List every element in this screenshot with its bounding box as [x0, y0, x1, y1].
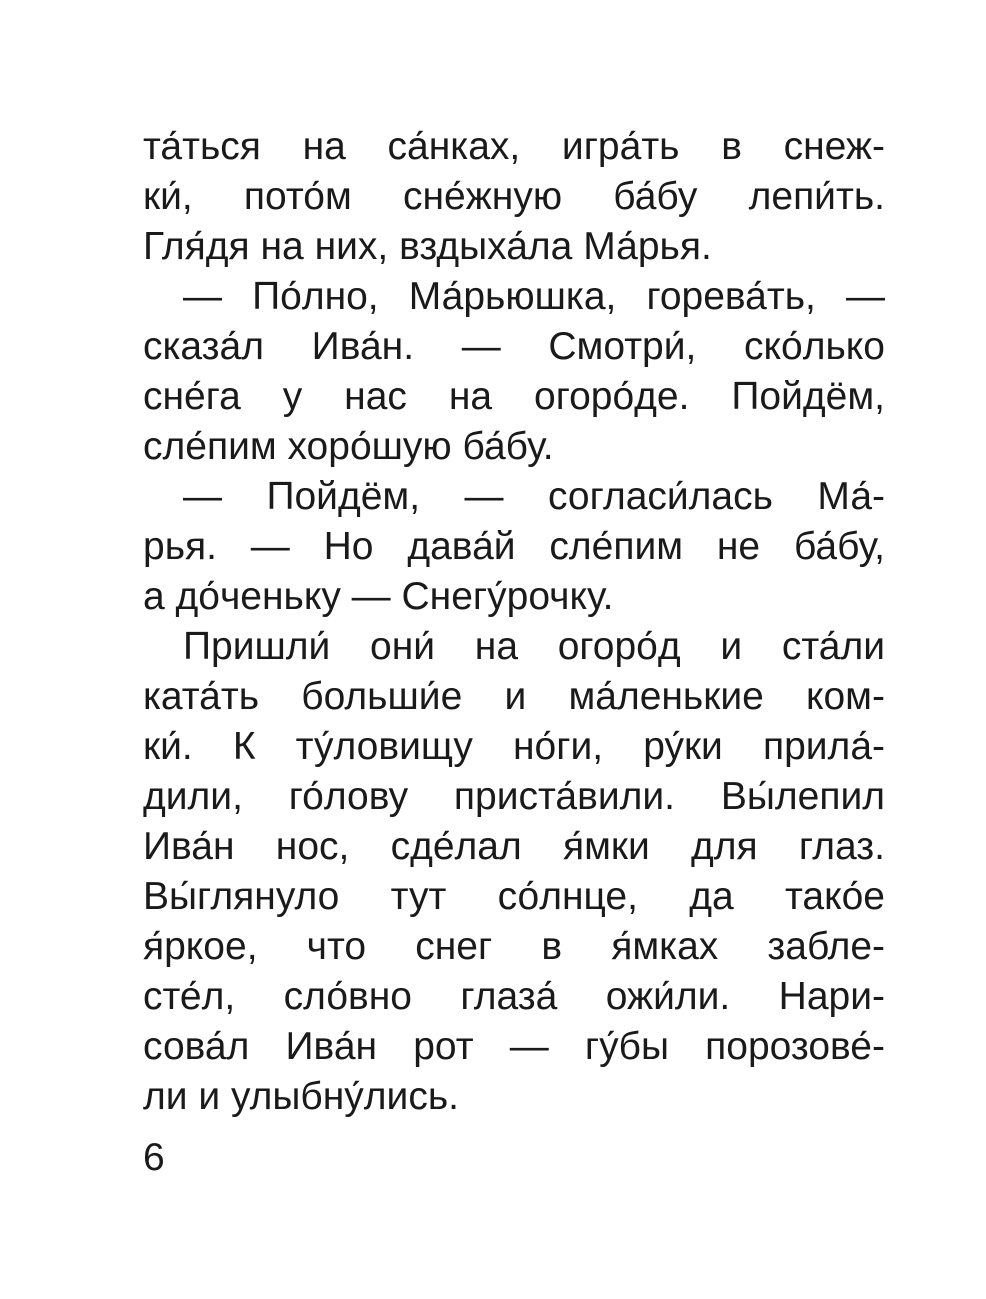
paragraph-4 [143, 622, 885, 1122]
paragraph-1 [143, 122, 885, 272]
text-line: сле́пим хоро́шую ба́бу. [143, 425, 554, 468]
text-line: — Пойдём, — согласи́лась Ма́- [183, 475, 885, 518]
text-line: дили, го́лову приста́вили. Вы́лепил [143, 775, 885, 818]
text-line: ката́ть больши́е и ма́ленькие ком- [143, 675, 885, 718]
text-line: сне́га у нас на огоро́де. Пойдём, [143, 375, 885, 418]
text-line: ки́, пото́м сне́жную ба́бу лепи́ть. [143, 175, 885, 218]
text-line: — По́лно, Ма́рьюшка, горева́ть, — [183, 275, 885, 318]
text-line: сказа́л Ива́н. — Смотри́, ско́лько [143, 325, 885, 368]
paragraph-2 [143, 272, 885, 472]
text-line: та́ться на са́нках, игра́ть в снеж- [143, 125, 885, 168]
paragraph-3 [143, 472, 885, 622]
text-line: сова́л Ива́н рот — гу́бы порозове́- [143, 1025, 885, 1068]
text-line: я́ркое, что снег в я́мках забле- [143, 925, 885, 968]
page-number: 6 [143, 1136, 165, 1179]
text-line: а до́ченьку — Снегу́рочку. [143, 575, 614, 618]
text-line: сте́л, сло́вно глаза́ ожи́ли. Нари- [143, 975, 885, 1018]
story-text [143, 122, 885, 1122]
text-line: Вы́глянуло тут со́лнце, да тако́е [143, 875, 885, 918]
text-line: Ива́н нос, сде́лал я́мки для глаз. [143, 825, 885, 868]
text-line: ки́. К ту́ловищу но́ги, ру́ки прила́- [143, 725, 885, 768]
text-line: Пришли́ они́ на огоро́д и ста́ли [183, 625, 885, 668]
text-line: рья. — Но дава́й сле́пим не ба́бу, [143, 525, 885, 568]
text-line: ли и улыбну́лись. [143, 1075, 459, 1118]
text-line: Гля́дя на них, вздыха́ла Ма́рья. [143, 225, 712, 268]
